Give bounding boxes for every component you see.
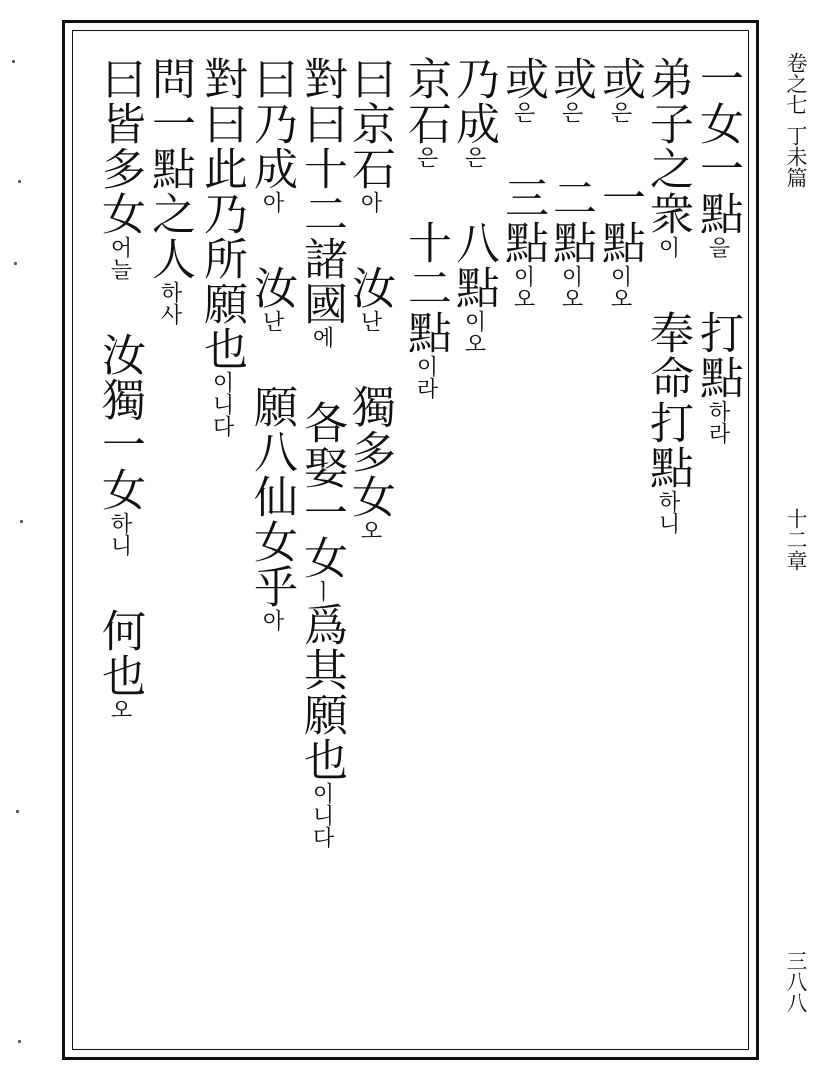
hanja-text: 乃成 bbox=[448, 56, 499, 146]
hangul-gloss: 이오 bbox=[607, 265, 632, 309]
scan-speck bbox=[18, 1040, 21, 1043]
hanja-text: 京石 bbox=[400, 56, 451, 146]
hangul-gloss: 아 bbox=[357, 191, 382, 213]
hangul-gloss: 은 bbox=[558, 101, 583, 123]
hanja-text: 曰乃成 bbox=[246, 56, 297, 191]
hangul-gloss: 난 bbox=[357, 310, 382, 332]
hangul-gloss: 오 bbox=[107, 698, 132, 720]
hangul-gloss: 하니 bbox=[655, 490, 680, 534]
text-column-5 bbox=[497, 56, 547, 309]
hangul-gloss: 을 bbox=[705, 236, 730, 258]
scan-speck bbox=[18, 180, 21, 183]
hanja-text: 汝 bbox=[246, 213, 297, 310]
hangul-gloss: 은 bbox=[413, 146, 438, 168]
hanja-text: 弟子之衆 bbox=[642, 56, 693, 236]
hangul-gloss: 이라 bbox=[413, 355, 438, 399]
hanja-text: 二點 bbox=[545, 123, 596, 265]
hangul-gloss: 이니다 bbox=[309, 782, 334, 848]
hanja-text: 一點 bbox=[594, 123, 645, 265]
text-column-2 bbox=[642, 56, 692, 534]
hangul-gloss: 이오 bbox=[510, 265, 535, 309]
hanja-text: 一女一點 bbox=[692, 56, 743, 236]
hanja-text: 對曰十二諸國 bbox=[296, 56, 347, 326]
hanja-text: 奉命打點 bbox=[642, 258, 693, 490]
hangul-gloss: 이 bbox=[655, 236, 680, 258]
hangul-gloss: 난 bbox=[259, 310, 284, 332]
chapter-title: 丁未篇 bbox=[784, 125, 808, 188]
hanja-text: 曰京石 bbox=[344, 56, 395, 191]
hangul-gloss: 은 bbox=[461, 146, 486, 168]
margin-header bbox=[768, 52, 808, 188]
hangul-gloss: 오 bbox=[357, 519, 382, 541]
text-column-1 bbox=[692, 56, 742, 444]
hanja-text: 問一點之人 bbox=[144, 56, 195, 281]
hangul-gloss: 에 bbox=[309, 326, 334, 348]
text-column-10 bbox=[246, 56, 296, 631]
hangul-gloss: 이니다 bbox=[209, 371, 234, 437]
text-column-3 bbox=[594, 56, 644, 309]
text-column-8 bbox=[344, 56, 394, 541]
hangul-gloss: 은 bbox=[510, 101, 535, 123]
scan-speck bbox=[14, 262, 17, 265]
hanja-text: 十二點 bbox=[400, 168, 451, 355]
hanja-text: 三點 bbox=[497, 123, 548, 265]
text-column-13 bbox=[94, 56, 144, 720]
scan-speck bbox=[16, 810, 19, 813]
hanja-text: 汝獨一女 bbox=[94, 280, 145, 512]
section-label: 十二章 bbox=[784, 508, 808, 571]
hanja-text: 曰皆多女 bbox=[94, 56, 145, 236]
hanja-text: 汝 bbox=[344, 213, 395, 310]
hangul-gloss: 어늘 bbox=[107, 236, 132, 280]
hangul-gloss: 아 bbox=[259, 609, 284, 631]
hangul-gloss: 아 bbox=[259, 191, 284, 213]
hanja-text: 打點 bbox=[692, 258, 743, 400]
hanja-text: 八點 bbox=[448, 168, 499, 310]
hangul-gloss: 이오 bbox=[461, 310, 486, 354]
hangul-gloss: 이오 bbox=[558, 265, 583, 309]
hanja-text: 獨多女 bbox=[344, 332, 395, 519]
hanja-text: 或 bbox=[545, 56, 596, 101]
hangul-gloss: 하니 bbox=[107, 512, 132, 556]
hanja-text: 對曰此乃所願也 bbox=[196, 56, 247, 371]
text-column-12 bbox=[144, 56, 194, 325]
text-column-4 bbox=[545, 56, 595, 309]
volume-label: 卷之七 bbox=[784, 52, 808, 115]
text-column-9 bbox=[296, 56, 346, 848]
hangul-gloss: 하사 bbox=[157, 281, 182, 325]
hangul-gloss: 하라 bbox=[705, 400, 730, 444]
hanja-text: 各娶一女 bbox=[296, 348, 347, 580]
text-column-6 bbox=[448, 56, 498, 354]
page-number: 三八八 bbox=[784, 950, 808, 1013]
hanja-text: 願八仙女乎 bbox=[246, 332, 297, 609]
hanja-text: 爲其願也 bbox=[296, 602, 347, 782]
hanja-text: 或 bbox=[497, 56, 548, 101]
scan-speck bbox=[20, 520, 23, 523]
hanja-text: 或 bbox=[594, 56, 645, 101]
hanja-text: 何也 bbox=[94, 556, 145, 698]
text-column-7 bbox=[400, 56, 450, 399]
scan-speck bbox=[12, 60, 15, 63]
hangul-gloss: 은 bbox=[607, 101, 632, 123]
text-column-11 bbox=[196, 56, 246, 437]
hangul-gloss: ㅣ bbox=[309, 580, 334, 602]
